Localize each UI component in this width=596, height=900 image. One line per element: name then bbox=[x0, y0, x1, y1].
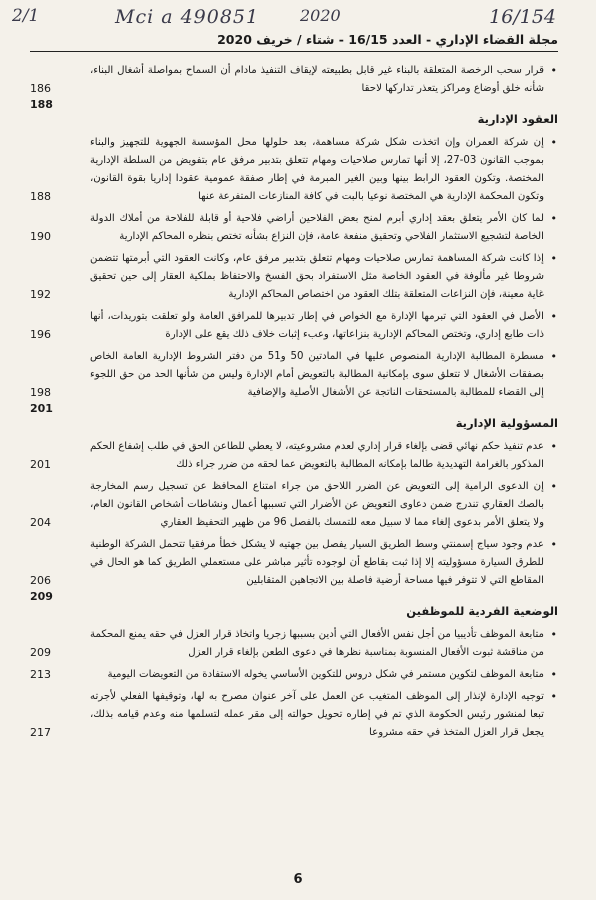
entry-text: توجيه الإدارة لإنذار إلى الموظف المتغيب عن العمل على آخر عنوان مصرح به لها، وتوقيفها الفعلي لأجرته تبعا لمنشور رئيس الحكومة الذي تم في إطاره تحويل حوالته إلى مقر عمله لتسلمها منه وعدم قيامه بذلك، يجعل قرار العزل المتخذ في حقه مشروعا bbox=[90, 691, 544, 738]
handwritten-note-year: 2020 bbox=[300, 6, 341, 25]
handwritten-note-right: 16/154 bbox=[489, 6, 556, 28]
entry-text: متابعة الموظف لتكوين مستمر في شكل دروس للتكوين الأساسي يخوله الاستفادة من التعويضات اليومية bbox=[107, 669, 544, 680]
handwritten-note-left: 2/1 bbox=[12, 6, 40, 26]
entry-page-number: 192 bbox=[30, 288, 51, 301]
bullet-icon: • bbox=[550, 350, 557, 363]
entry-text: إذا كانت شركة المساهمة تمارس صلاحيات ومهام تتعلق بتدبير مرفق عام، وكانت العقود التي أبرمتها تتضمن شروطا غير مألوفة في العقود الخاصة مثل الاستفراد بحق الفسخ والاحتفاظ بملكية العقار إلى حين تحقيق غاية معينة، فإن النزاعات المتعلقة بتلك العقود من اختصاص المحاكم الإدارية bbox=[90, 253, 544, 300]
section-heading bbox=[30, 98, 558, 128]
bullet-icon: • bbox=[550, 668, 557, 681]
bullet-icon: • bbox=[550, 538, 557, 551]
bullet-icon: • bbox=[550, 252, 557, 265]
section-heading bbox=[30, 402, 558, 432]
bullet-icon: • bbox=[550, 690, 557, 703]
section-title: العقود الإدارية bbox=[477, 112, 558, 126]
entry-page-number: 196 bbox=[30, 328, 51, 341]
bullet-icon: • bbox=[550, 310, 557, 323]
entry-text: مسطرة المطالبة الإدارية المنصوص عليها في المادتين 50 و51 من دفتر الشروط الإدارية العامة الخاص بصفقات الأشغال لا تتعلق سوى بإمكانية المطالبة بالتعويض أمام الإدارة وليس من شأنها الحد من حق اللجوء إلى القضاء للمطالبة بالمستحقات الناتجة عن الأشغال الأصلية والإضافية bbox=[90, 351, 544, 398]
entry-text: متابعة الموظف تأديبيا من أجل نفس الأفعال التي أدين بسببها زجريا واتخاذ قرار العزل في حقه يمنع المحكمة من مناقشة ثبوت الأفعال المنسوبة بمناسبة نظرها في دعوى الطعن بإلغاء قرار العزل bbox=[90, 629, 544, 658]
page-number: 6 bbox=[293, 872, 303, 887]
list-item bbox=[30, 308, 558, 344]
list-item bbox=[30, 536, 558, 590]
section-title: الوضعية الفردية للموظفين bbox=[406, 604, 558, 618]
entry-text: عدم تنفيذ حكم نهائي قضى بإلغاء قرار إداري لعدم مشروعيته، لا يعطي للطاعن الحق في طلب إشفاع الحكم المذكور بالغرامة التهديدية طالما بإمكانه المطالبة بالتعويض عما لحقه من ضرر جراء ذلك bbox=[90, 441, 544, 470]
entry-page-number: 201 bbox=[30, 458, 51, 471]
entry-text: عدم وجود سياج إسمنتي وسط الطريق السيار يفصل بين جهتيه لا يشكل خطأ مرفقيا تتحمل الشركة الوطنية للطرق السيارة مسؤوليته إلا إذا ثبت بقاطع أن لوجوده تأثير مباشر على مستعملي الطريق كما هو الحال في المقاطع التي لا تتوفر فيها مساحة أرضية فاصلة بين الاتجاهين المتقابلين bbox=[90, 539, 544, 586]
bullet-icon: • bbox=[550, 136, 557, 149]
entry-page-number: 209 bbox=[30, 590, 53, 603]
entry-text: لما كان الأمر يتعلق بعقد إداري أبرم لمنح بعض الفلاحين أراضي فلاحية أو قابلة للفلاحة من أملاك الدولة الخاصة لتشجيع الاستثمار الفلاحي وتحقيق منفعة عامة، فإن النزاع بشأنه تختص بنظره المحاكم الإدارية bbox=[90, 213, 544, 242]
list-item bbox=[30, 134, 558, 206]
list-item bbox=[30, 210, 558, 246]
running-header: مجلة القضاء الإداري - العدد 16/15 - شتاء / خريف 2020 bbox=[30, 32, 558, 52]
bullet-icon: • bbox=[550, 480, 557, 493]
bullet-icon: • bbox=[550, 212, 557, 225]
table-of-contents bbox=[30, 62, 558, 746]
list-item bbox=[30, 62, 558, 98]
bullet-icon: • bbox=[550, 628, 557, 641]
bullet-icon: • bbox=[550, 440, 557, 453]
list-item bbox=[30, 666, 558, 684]
entry-page-number: 206 bbox=[30, 574, 51, 587]
entry-page-number: 198 bbox=[30, 386, 51, 399]
entry-page-number: 188 bbox=[30, 98, 53, 111]
entry-page-number: 186 bbox=[30, 82, 51, 95]
entry-page-number: 209 bbox=[30, 646, 51, 659]
entry-page-number: 190 bbox=[30, 230, 51, 243]
entry-page-number: 188 bbox=[30, 190, 51, 203]
bullet-icon: • bbox=[550, 64, 557, 77]
list-item bbox=[30, 478, 558, 532]
entry-page-number: 213 bbox=[30, 668, 51, 681]
list-item bbox=[30, 348, 558, 402]
list-item bbox=[30, 626, 558, 662]
entry-page-number: 217 bbox=[30, 726, 51, 739]
entry-text: الأصل في العقود التي تبرمها الإدارة مع الخواص في إطار تدبيرها للمرافق العامة ولو تعلقت بتوريدات، أنها ذات طابع إداري، وتختص المحاكم الإدارية بنزاعاتها، وعبء إثبات خلاف ذلك يقع على الإدارة bbox=[90, 311, 544, 340]
entry-page-number: 204 bbox=[30, 516, 51, 529]
entry-text: قرار سحب الرخصة المتعلقة بالبناء غير قابل بطبيعته لإيقاف التنفيذ مادام أن السماح بمواصلة أشغال البناء، شأنه خلق أوضاع ومراكز يتعذر تداركها لاحقا bbox=[90, 65, 544, 94]
section-heading bbox=[30, 590, 558, 620]
entry-text: إن الدعوى الرامية إلى التعويض عن الضرر اللاحق من جراء امتناع المحافظ عن تسجيل رسم المخارجة بالصك العقاري تندرج ضمن دعاوى التعويض عن الأضرار التي تسببها أعمال ونشاطات أشخاص القانون العام، ولا يتعلق الأمر بدعوى إلغاء مما لا سبيل معه للتمسك بالفصل 96 من ظهير التحفيظ العقاري bbox=[90, 481, 544, 528]
list-item bbox=[30, 250, 558, 304]
list-item bbox=[30, 688, 558, 742]
entry-text: إن شركة العمران وإن اتخذت شكل شركة مساهمة، بعد حلولها محل المؤسسة الجهوية للتجهيز والبناء بموجب القانون 03-27، إلا أنها تمارس صلاحيات ومهام تتعلق بتدبير مرفق عام بتفويض من السلطة الإدارية المختصة. وتكون العقود الرابط بينها وبين الغير المبرمة في إطار صفقة عمومية عقودا إداريا بقوة القانون، وتكون المحكمة الإدارية هي المختصة نوعيا بالبت في كافة المنازعات المتفرعة عنها bbox=[90, 137, 544, 202]
entry-page-number: 201 bbox=[30, 402, 53, 415]
list-item bbox=[30, 438, 558, 474]
handwritten-note-middle: Mci a 490851 bbox=[115, 6, 260, 28]
section-title: المسؤولية الإدارية bbox=[455, 416, 558, 430]
